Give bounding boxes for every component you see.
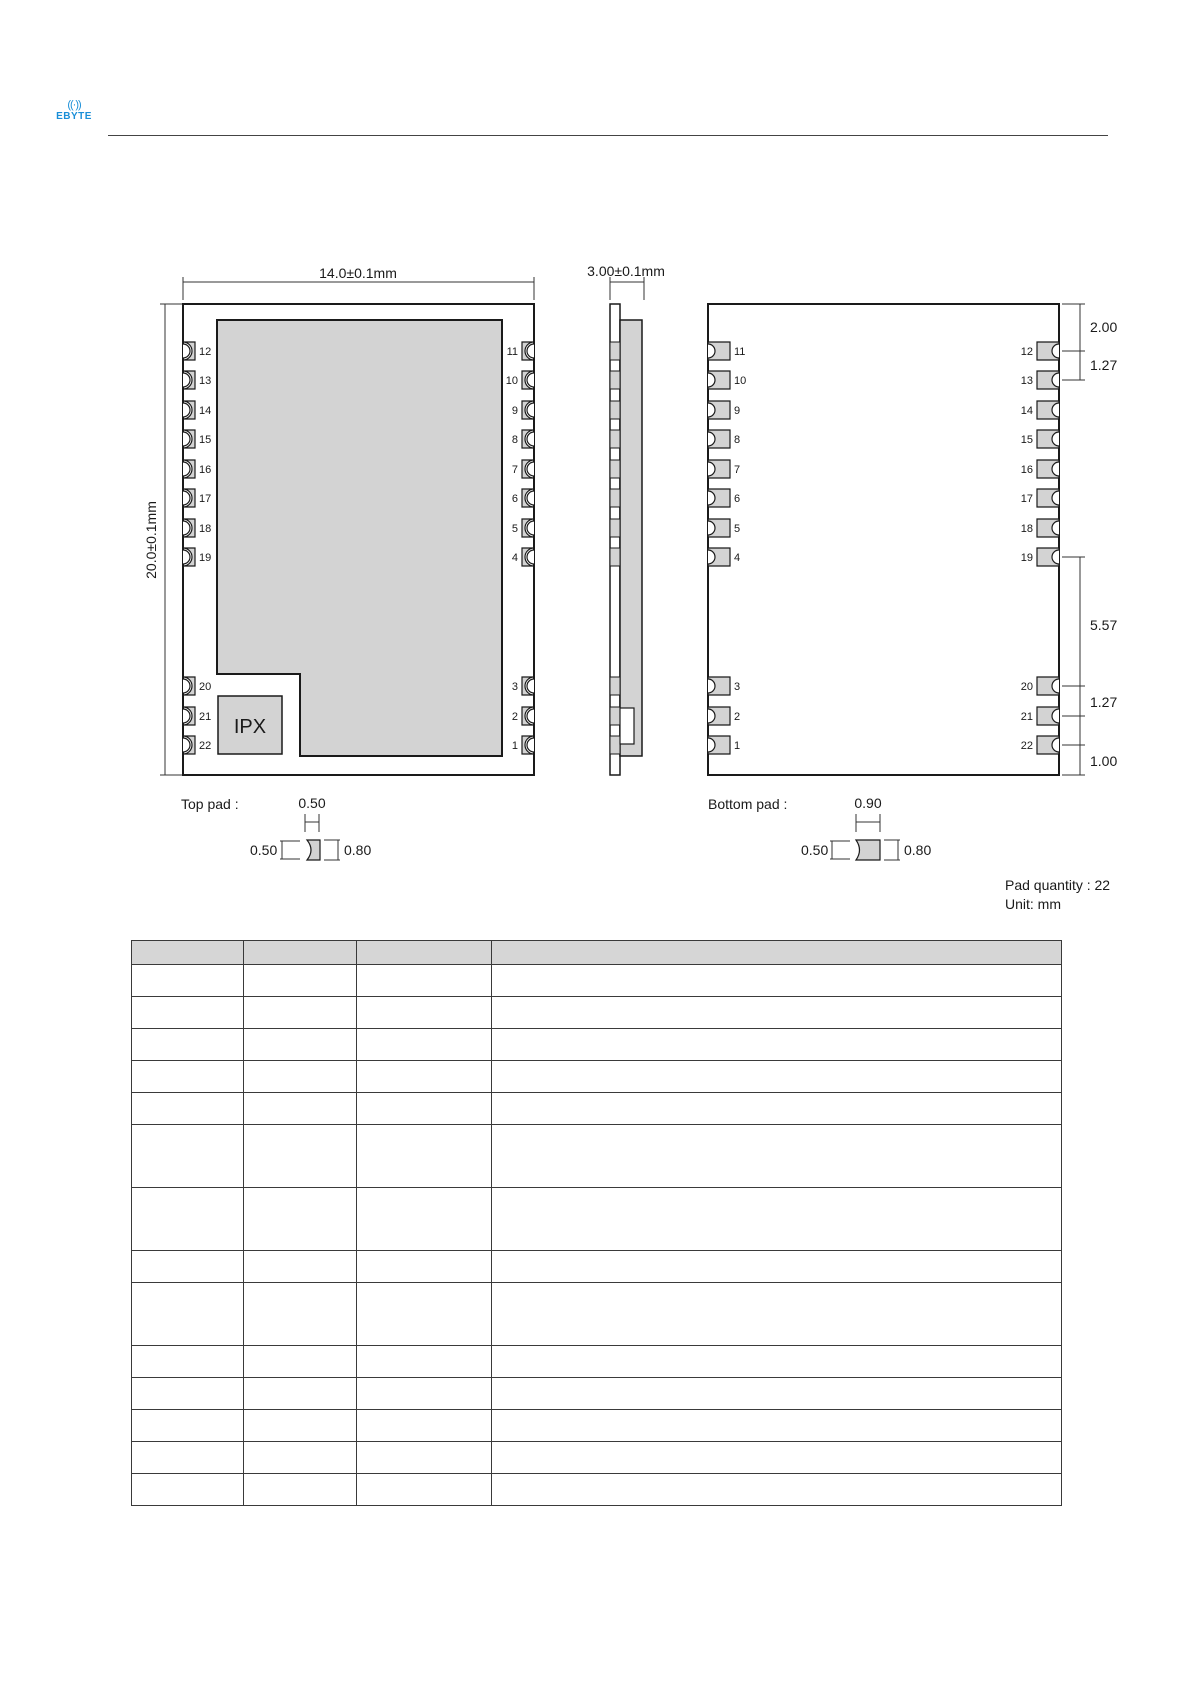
- pin-number-label: 11: [506, 346, 518, 358]
- pin-number-label: 9: [734, 405, 741, 417]
- bottom-pad-detail: [708, 795, 931, 860]
- table-row: [132, 1251, 1062, 1283]
- top-width-dimension: 14.0±0.1mm: [319, 265, 397, 281]
- pin-number-label: 4: [734, 552, 741, 564]
- side-pad: [610, 677, 620, 695]
- bottom-pad-length: 0.80: [904, 842, 932, 858]
- pin-number-label: 2: [511, 711, 518, 723]
- pin-number-label: 12: [199, 346, 212, 358]
- pin-number-label: 11: [734, 346, 746, 358]
- side-shield: [620, 320, 642, 756]
- pin-number-label: 19: [1020, 552, 1033, 564]
- side-thickness-dimension: 3.00±0.1mm: [587, 263, 665, 279]
- side-pad: [610, 707, 620, 725]
- pin-number-label: 3: [734, 681, 741, 693]
- pin-number-label: 21: [199, 711, 212, 723]
- table-row: [132, 1125, 1062, 1188]
- pin-number-label: 20: [1020, 681, 1033, 693]
- table-row: [132, 1378, 1062, 1410]
- top-view: [143, 265, 534, 775]
- table-row: [132, 1346, 1062, 1378]
- pin-number-label: 6: [734, 493, 741, 505]
- table-row: [132, 1474, 1062, 1506]
- pin-number-label: 22: [1020, 740, 1033, 752]
- dim-pitch-top: 1.27: [1090, 357, 1118, 373]
- table-row: [132, 1442, 1062, 1474]
- side-ipx: [620, 708, 634, 744]
- top-pad-width: 0.50: [298, 795, 326, 811]
- pin-number-label: 21: [1020, 711, 1033, 723]
- bottom-board-outline: [708, 304, 1059, 775]
- side-view: [587, 263, 665, 775]
- table-row: [132, 1061, 1062, 1093]
- dim-gap: 5.57: [1090, 617, 1118, 633]
- bottom-pad-label: Bottom pad :: [708, 796, 788, 812]
- bottom-pad-width: 0.90: [854, 795, 882, 811]
- pin-number-label: 15: [199, 434, 212, 446]
- top-pad-height: 0.50: [250, 842, 278, 858]
- pin-number-label: 8: [511, 434, 518, 446]
- pin-number-label: 18: [199, 523, 212, 535]
- table-row: [132, 1283, 1062, 1346]
- dim-top-edge: 2.00: [1090, 319, 1118, 335]
- unit-note: Unit: mm: [1005, 896, 1061, 912]
- pin-number-label: 17: [1020, 493, 1033, 505]
- pin-number-label: 12: [1020, 346, 1033, 358]
- pin-number-label: 14: [199, 405, 212, 417]
- pin-number-label: 2: [734, 711, 741, 723]
- side-pad: [610, 736, 620, 754]
- pin-number-label: 22: [199, 740, 212, 752]
- pin-definition-table: [131, 940, 1062, 1506]
- pin-number-label: 7: [511, 464, 518, 476]
- pin-number-label: 1: [734, 740, 741, 752]
- pin-number-label: 13: [199, 375, 212, 387]
- logo-text: EBYTE: [56, 111, 92, 122]
- bottom-pad-height: 0.50: [801, 842, 829, 858]
- pin-number-label: 19: [199, 552, 212, 564]
- pin-number-label: 3: [511, 681, 518, 693]
- table-row: [132, 1410, 1062, 1442]
- top-pad-label: Top pad :: [181, 796, 239, 812]
- table-header-row: [132, 941, 1062, 965]
- pad-quantity-note: Pad quantity : 22: [1005, 877, 1111, 893]
- pin-number-label: 10: [734, 375, 747, 387]
- pin-number-label: 4: [511, 552, 518, 564]
- pin-number-label: 14: [1020, 405, 1033, 417]
- side-pad: [610, 371, 620, 389]
- ipx-label: IPX: [233, 716, 267, 738]
- pin-number-label: 10: [505, 375, 518, 387]
- side-pad: [610, 401, 620, 419]
- pin-number-label: 18: [1020, 523, 1033, 535]
- pin-number-label: 15: [1020, 434, 1033, 446]
- table-row: [132, 1029, 1062, 1061]
- table-row: [132, 1188, 1062, 1251]
- bottom-view: [708, 304, 1117, 775]
- pin-number-label: 1: [511, 740, 518, 752]
- side-pad: [610, 489, 620, 507]
- table-row: [132, 965, 1062, 997]
- side-pad: [610, 548, 620, 566]
- pin-number-label: 20: [199, 681, 212, 693]
- pin-number-label: 13: [1020, 375, 1033, 387]
- pin-number-label: 16: [199, 464, 212, 476]
- dim-bottom-edge: 1.00: [1090, 753, 1118, 769]
- pin-number-label: 16: [1020, 464, 1033, 476]
- side-pad: [610, 342, 620, 360]
- side-pad: [610, 430, 620, 448]
- pin-number-label: 7: [734, 464, 741, 476]
- top-height-dimension: 20.0±0.1mm: [143, 501, 159, 579]
- wifi-waves-icon: ((·)): [67, 99, 81, 111]
- pin-number-label: 5: [734, 523, 741, 535]
- pin-number-label: 5: [511, 523, 518, 535]
- pin-number-label: 6: [511, 493, 518, 505]
- side-pad: [610, 460, 620, 478]
- dim-pitch-bottom: 1.27: [1090, 694, 1118, 710]
- table-row: [132, 1093, 1062, 1125]
- top-pad-length: 0.80: [344, 842, 372, 858]
- pin-number-label: 8: [734, 434, 741, 446]
- side-pad: [610, 519, 620, 537]
- pin-number-label: 17: [199, 493, 212, 505]
- table-row: [132, 997, 1062, 1029]
- pin-number-label: 9: [511, 405, 518, 417]
- top-pad-detail: [181, 795, 371, 860]
- side-pads: [610, 342, 620, 754]
